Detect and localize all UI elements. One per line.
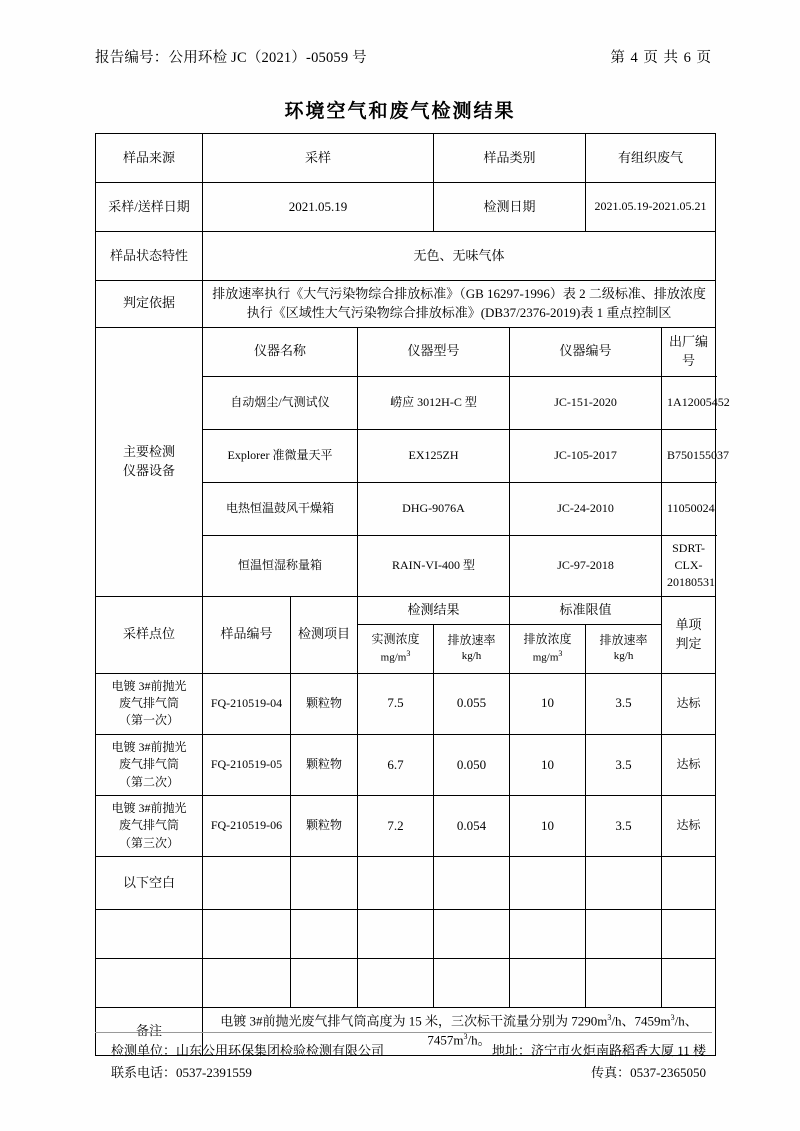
equipment-id: JC-97-2018 <box>510 535 662 596</box>
blank-cell <box>586 910 662 959</box>
result-limit-conc: 10 <box>510 673 586 734</box>
blank-cell <box>203 910 291 959</box>
blank-cell <box>434 959 510 1008</box>
equipment-label-line2: 仪器设备 <box>122 462 175 478</box>
results-col-item: 检测项目 <box>291 596 358 673</box>
results-sub-limit-conc <box>510 624 586 673</box>
footer-tel: 联系电话：0537-2391559 <box>111 1065 252 1081</box>
table-row <box>96 232 716 281</box>
table-row <box>96 134 716 183</box>
table-row <box>96 796 716 857</box>
sub-unit: kg/h <box>461 650 482 663</box>
equipment-model: DHG-9076A <box>358 482 510 535</box>
results-sub-result-conc <box>358 624 434 673</box>
point-line: 电镀 3#前抛光 <box>111 801 187 816</box>
sample-state-label: 样品状态特性 <box>96 232 203 281</box>
result-judge: 达标 <box>662 796 716 857</box>
result-conc: 7.5 <box>358 673 434 734</box>
sampling-date-value: 2021.05.19 <box>203 183 434 232</box>
sampling-date-label: 采样/送样日期 <box>96 183 203 232</box>
table-row <box>96 673 716 734</box>
page-title: 环境空气和废气检测结果 <box>284 101 516 122</box>
blank-cell <box>510 857 586 910</box>
criteria-label: 判定依据 <box>96 281 203 328</box>
result-judge: 达标 <box>662 673 716 734</box>
report-number: 报告编号：公用环检 JC（2021）-05059 号 <box>95 50 367 66</box>
result-conc: 6.7 <box>358 734 434 795</box>
sample-category-value: 有组织废气 <box>586 134 716 183</box>
footer-line-2 <box>95 1062 712 1084</box>
table-row <box>96 281 716 328</box>
table-row <box>96 327 716 376</box>
results-col-judge-line2: 判定 <box>675 635 702 651</box>
equipment-col-name: 仪器名称 <box>203 327 358 376</box>
sub-unit: $mg/m^3$ <box>380 649 411 664</box>
blank-cell <box>586 857 662 910</box>
point-line: （第三次） <box>118 835 179 850</box>
results-col-judge-line1: 单项 <box>675 616 702 632</box>
sub-label: 排放速率 <box>447 633 496 648</box>
results-col-limit-group: 标准限值 <box>510 596 662 624</box>
sub-unit: $mg/m^3$ <box>532 649 563 664</box>
table-row <box>96 183 716 232</box>
equipment-model: 崂应 3012H-C 型 <box>358 376 510 429</box>
remark-line2: $7457m^3/h$。 <box>427 1032 491 1048</box>
equipment-serial: 11050024 <box>662 482 716 535</box>
sub-unit: kg/h <box>613 650 634 663</box>
result-item: 颗粒物 <box>291 734 358 795</box>
blank-cell <box>96 910 203 959</box>
point-line: （第一次） <box>118 713 179 728</box>
blank-cell <box>358 910 434 959</box>
equipment-serial: SDRT-CLX-20180531 <box>662 535 716 596</box>
sample-source-value: 采样 <box>203 134 434 183</box>
footer-line-1 <box>95 1040 712 1062</box>
equipment-serial: 1A12005452 <box>662 376 716 429</box>
result-table <box>95 133 730 1056</box>
blank-cell <box>291 857 358 910</box>
equipment-model: RAIN-VI-400 型 <box>358 535 510 596</box>
blank-cell <box>510 910 586 959</box>
result-judge: 达标 <box>662 734 716 795</box>
results-col-sample-no: 样品编号 <box>203 596 291 673</box>
result-point <box>96 673 203 734</box>
equipment-col-id: 仪器编号 <box>510 327 662 376</box>
footer-address: 地址：济宁市火炬南路稻香大厦 11 楼 <box>491 1043 706 1058</box>
point-line: 废气排气筒 <box>118 818 179 833</box>
blank-cell <box>662 910 716 959</box>
sample-category-label: 样品类别 <box>434 134 586 183</box>
equipment-model: EX125ZH <box>358 429 510 482</box>
point-line: 废气排气筒 <box>118 757 179 772</box>
result-item: 颗粒物 <box>291 796 358 857</box>
result-limit-rate: 3.5 <box>586 796 662 857</box>
criteria-value: 排放速率执行《大气污染物综合排放标准》（GB 16297-1996）表 2 二级标准、排放浓度执行《区域性大气污染物综合排放标准》(DB37/2376-2019)表 1 重点控制区 <box>203 281 716 328</box>
result-sample-no: FQ-210519-05 <box>203 734 291 795</box>
remark-label: 备注 <box>96 1008 203 1055</box>
blank-cell <box>291 910 358 959</box>
result-conc: 7.2 <box>358 796 434 857</box>
blank-cell <box>662 959 716 1008</box>
equipment-col-serial: 出厂编号 <box>662 327 716 376</box>
result-rate: 0.054 <box>434 796 510 857</box>
blank-cell <box>510 959 586 1008</box>
result-limit-rate: 3.5 <box>586 673 662 734</box>
blank-cell <box>203 959 291 1008</box>
test-date-label: 检测日期 <box>434 183 586 232</box>
result-sample-no: FQ-210519-04 <box>203 673 291 734</box>
equipment-name: 电热恒温鼓风干燥箱 <box>203 482 358 535</box>
equipment-id: JC-24-2010 <box>510 482 662 535</box>
result-limit-rate: 3.5 <box>586 734 662 795</box>
blank-cell <box>358 959 434 1008</box>
blank-cell <box>434 910 510 959</box>
test-date-value: 2021.05.19-2021.05.21 <box>586 183 716 232</box>
blank-cell <box>662 857 716 910</box>
results-col-judge <box>662 596 716 673</box>
results-col-point: 采样点位 <box>96 596 203 673</box>
result-rate: 0.050 <box>434 734 510 795</box>
blank-cell <box>203 857 291 910</box>
equipment-label <box>96 327 203 596</box>
equipment-id: JC-151-2020 <box>510 376 662 429</box>
page-footer <box>95 1032 712 1084</box>
blank-label: 以下空白 <box>96 857 203 910</box>
blank-cell <box>434 857 510 910</box>
equipment-col-model: 仪器型号 <box>358 327 510 376</box>
page-number: 第 4 页 共 6 页 <box>610 50 712 66</box>
result-limit-conc: 10 <box>510 734 586 795</box>
remark-line1: 电镀 3#前抛光废气排气筒高度为 15 米，三次标干流量分别为 $7290m^3/h$、$7459m^3/h$、 <box>220 1013 698 1029</box>
table-row <box>96 596 716 624</box>
footer-org: 检测单位：山东公用环保集团检验检测有限公司 <box>111 1043 385 1058</box>
sub-label: 排放浓度 <box>523 631 572 646</box>
sample-source-label: 样品来源 <box>96 134 203 183</box>
blank-cell <box>291 959 358 1008</box>
table-row <box>96 959 716 1008</box>
blank-cell <box>358 857 434 910</box>
footer-fax: 传真：0537-2365050 <box>591 1065 706 1081</box>
sample-state-value: 无色、无味气体 <box>203 232 716 281</box>
table-row <box>96 910 716 959</box>
point-line: 废气排气筒 <box>118 696 179 711</box>
sub-label: 排放速率 <box>599 633 648 648</box>
point-line: 电镀 3#前抛光 <box>111 739 187 754</box>
table-row <box>96 857 716 910</box>
equipment-name: Explorer 准微量天平 <box>203 429 358 482</box>
equipment-name: 恒温恒湿称量箱 <box>203 535 358 596</box>
page-header <box>95 46 712 67</box>
equipment-serial: B750155037 <box>662 429 716 482</box>
results-sub-result-rate <box>434 624 510 673</box>
equipment-label-line1: 主要检测 <box>122 443 175 459</box>
sub-label: 实测浓度 <box>371 631 420 646</box>
result-sample-no: FQ-210519-06 <box>203 796 291 857</box>
point-line: （第二次） <box>118 774 179 789</box>
results-sub-limit-rate <box>586 624 662 673</box>
equipment-id: JC-105-2017 <box>510 429 662 482</box>
table-row <box>96 734 716 795</box>
blank-cell <box>96 959 203 1008</box>
result-limit-conc: 10 <box>510 796 586 857</box>
result-point <box>96 796 203 857</box>
blank-cell <box>586 959 662 1008</box>
result-item: 颗粒物 <box>291 673 358 734</box>
equipment-name: 自动烟尘/气测试仪 <box>203 376 358 429</box>
point-line: 电镀 3#前抛光 <box>111 678 187 693</box>
result-point <box>96 734 203 795</box>
result-rate: 0.055 <box>434 673 510 734</box>
results-col-result-group: 检测结果 <box>358 596 510 624</box>
